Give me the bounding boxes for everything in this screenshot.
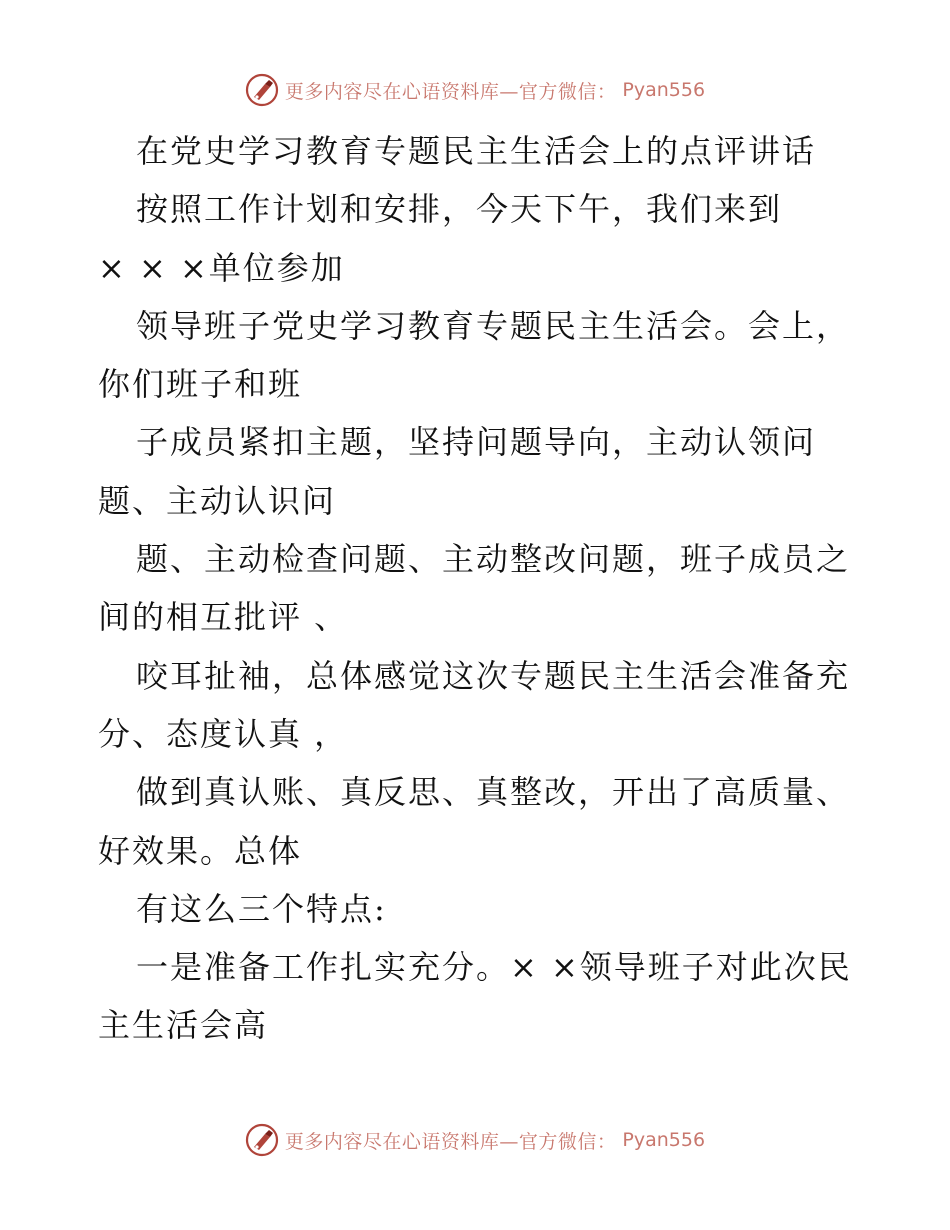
paragraph-line: 子成员紧扣主题，坚持问题导向，主动认领问 [136,423,817,462]
paragraph-line: 一是准备工作扎实充分。× ×领导班子对此次民 [136,948,852,987]
paragraph-line: 题、主动检查问题、主动整改问题，班子成员之 [136,540,851,579]
paragraph-line: × × ×单位参加 [98,248,345,287]
watermark-text: 更多内容尽在心语资料库—官方微信： [284,80,617,103]
paragraph-line: 按照工作计划和安排，今天下午，我们来到 [136,190,783,229]
footer-watermark [0,1120,950,1160]
paragraph-line: 领导班子党史学习教育专题民主生活会。会上， [136,306,851,345]
paragraph-line: 有这么三个特点: [136,889,387,928]
document-body [98,122,858,1055]
document-title: 在党史学习教育专题民主生活会上的点评讲话 [136,132,817,170]
watermark-text: 更多内容尽在心语资料库—官方微信： [284,1130,617,1153]
paragraph-line: 好效果。总体 [98,831,303,870]
pen-nib-logo-icon [245,1123,279,1157]
pen-nib-logo-icon [245,73,279,107]
paragraph-line: 题、主动认识问 [98,481,337,520]
paragraph-line: 分、态度认真 ， [98,714,349,753]
paragraph-line: 主生活会高 [98,1006,269,1045]
paragraph-line: 咬耳扯袖，总体感觉这次专题民主生活会准备充 [136,656,851,695]
header-watermark [0,70,950,110]
paragraph-line: 间的相互批评 、 [98,598,349,637]
paragraph-line: 做到真认账、真反思、真整改，开出了高质量、 [136,773,851,812]
watermark-wechat-id: Pyan556 [622,1129,706,1151]
watermark-wechat-id: Pyan556 [622,79,706,101]
paragraph-line: 你们班子和班 [98,365,303,404]
